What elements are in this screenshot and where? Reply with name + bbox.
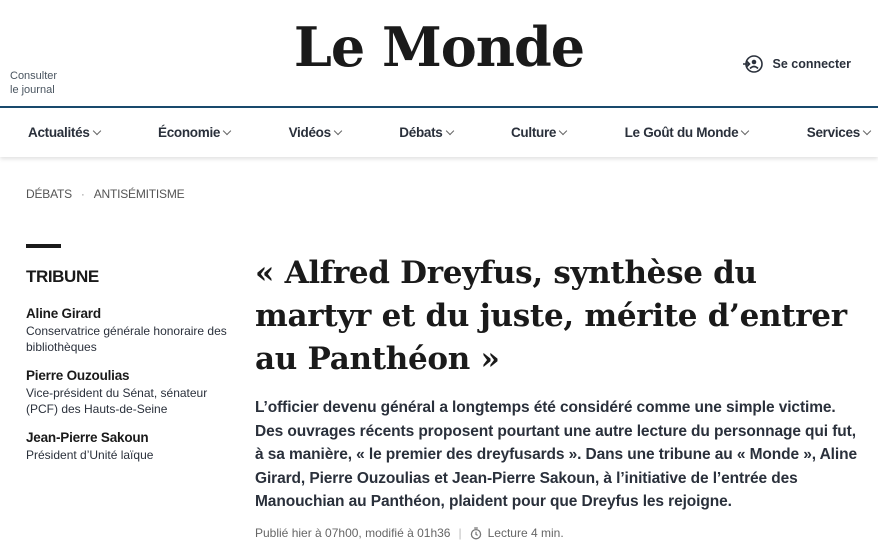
chevron-down-icon bbox=[559, 127, 567, 135]
consult-line-2: le journal bbox=[10, 84, 55, 96]
login-button[interactable] bbox=[743, 55, 851, 73]
article-lead: L’officier devenu général a longtemps été considéré comme une simple victime. Des ouvrages récents proposent pourtant une autre lecture du personnage qui fut, à sa manière, « le premier des dreyfusards ». Dans une tribune au « Monde », Aline Girard, Pierre Ouzoulias et Jean-Pierre Sakoun, à l’initiative de l’entrée des Manouchian au Panthéon, plaident pour que Dreyfus les rejoigne. bbox=[255, 399, 857, 510]
breadcrumb-separator: · bbox=[80, 187, 85, 201]
kicker-bar bbox=[26, 244, 61, 248]
author-role: Vice-président du Sénat, sénateur (PCF) des Hauts-de-Seine bbox=[26, 386, 208, 416]
chevron-down-icon bbox=[223, 127, 231, 135]
nav-label: Débats bbox=[399, 125, 443, 140]
nav-item-videos[interactable] bbox=[289, 125, 341, 140]
author-role: Président d’Unité laïque bbox=[26, 448, 154, 462]
author-card bbox=[26, 306, 236, 355]
breadcrumb bbox=[26, 187, 184, 201]
site-header bbox=[0, 0, 878, 106]
author-name: Jean-Pierre Sakoun bbox=[26, 430, 149, 445]
consult-line-1: Consulter bbox=[10, 70, 58, 82]
kicker-label: TRIBUNE bbox=[26, 267, 99, 286]
clock-icon bbox=[470, 527, 482, 540]
nav-label: Le Goût du Monde bbox=[624, 125, 739, 140]
author-name: Pierre Ouzoulias bbox=[26, 368, 130, 383]
nav-label: Services bbox=[806, 125, 860, 140]
author-card bbox=[26, 368, 236, 417]
nav-item-economie[interactable] bbox=[158, 125, 230, 140]
nav-item-actualites[interactable] bbox=[28, 125, 100, 140]
nav-label: Économie bbox=[158, 125, 221, 140]
chevron-down-icon bbox=[445, 127, 453, 135]
nav-label: Culture bbox=[510, 125, 557, 140]
reading-time: Lecture 4 min. bbox=[487, 526, 564, 540]
nav-label: Actualités bbox=[28, 125, 90, 140]
chevron-down-icon bbox=[741, 127, 749, 135]
article-meta bbox=[255, 526, 564, 540]
nav-item-culture[interactable] bbox=[511, 125, 566, 140]
author-name: Aline Girard bbox=[26, 306, 101, 321]
article-title: « Alfred Dreyfus, synthèse du martyr et du juste, mérite d’entrer au Panthéon » bbox=[255, 255, 847, 377]
site-logo[interactable]: Le Monde bbox=[293, 15, 585, 79]
publish-date: Publié hier à 07h00, modifié à 01h36 bbox=[255, 526, 451, 540]
nav-item-debats[interactable] bbox=[399, 125, 452, 140]
chevron-down-icon bbox=[863, 127, 871, 135]
nav-label: Vidéos bbox=[288, 125, 331, 140]
chevron-down-icon bbox=[334, 127, 342, 135]
author-role: Conservatrice générale honoraire des bibliothèques bbox=[26, 324, 227, 354]
breadcrumb-topic[interactable]: ANTISÉMITISME bbox=[93, 187, 185, 201]
author-card bbox=[26, 430, 236, 463]
main-nav bbox=[0, 108, 878, 157]
author-sidebar bbox=[26, 244, 236, 463]
meta-separator: | bbox=[458, 526, 462, 540]
login-label: Se connecter bbox=[772, 57, 851, 71]
breadcrumb-section[interactable]: DÉBATS bbox=[26, 187, 72, 201]
chevron-down-icon bbox=[92, 127, 100, 135]
nav-item-gout-du-monde[interactable] bbox=[625, 125, 749, 140]
nav-item-services[interactable] bbox=[807, 125, 870, 140]
login-icon bbox=[743, 55, 763, 73]
